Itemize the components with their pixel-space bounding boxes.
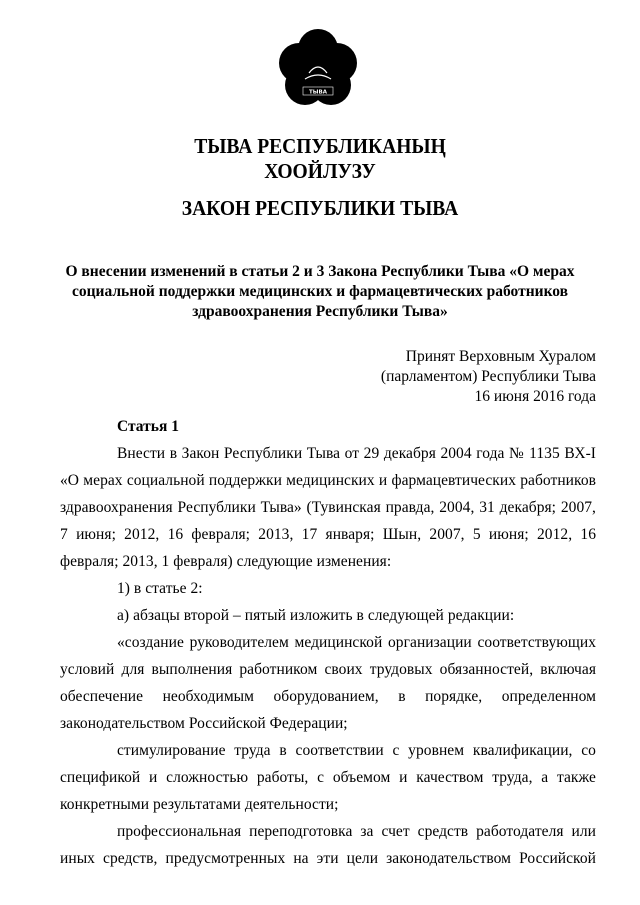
adoption-note [296, 347, 596, 407]
subject-line1: О внесении изменений в статьи 2 и 3 Закона Республики Тыва «О мерах [65, 263, 575, 280]
coat-of-arms-emblem [275, 25, 361, 111]
law-subject [60, 262, 580, 322]
tuvan-title-line1: ТЫВА РЕСПУБЛИКАНЫҢ [194, 134, 446, 158]
emblem-caption: ТЫВА [309, 89, 327, 96]
article-heading: Статья 1 [117, 418, 179, 435]
tuvan-law-title [22, 134, 617, 184]
tuvan-title-line2: ХООЙЛУЗУ [264, 159, 376, 183]
paragraph-intro: Внести в Закон Республики Тыва от 29 декабря 2004 года № 1135 ВХ-I «О мерах социальной поддержки медицинских и фармацевтических работников здравоохранения Республики Тыва» (Тувинская правда, 2004, 31 декабря; 2007, 7 июня; 2012, 16 февраля; 2013, 17 января; Шын, 2007, 5 июня; 2012, 16 февраля; 2013, 1 февраля) следующие изменения: [60, 445, 596, 570]
paragraph-subitem-a: а) абзацы второй – пятый изложить в следующей редакции: [117, 607, 515, 624]
article-body [60, 440, 596, 872]
subject-line2: социальной поддержки медицинских и фармацевтических работников [71, 283, 569, 300]
paragraph-quote-1: «создание руководителем медицинской организации соответствующих условий для выполнения работником своих трудовых обязанностей, включая обеспечение необходимым оборудованием, в порядке, определенном законодательством Российской Федерации; [60, 634, 596, 732]
emblem-graphic [275, 25, 361, 111]
paragraph-quote-2: стимулирование труда в соответствии с уровнем квалификации, со спецификой и сложностью работы, с объемом и качеством труда, а также конкретными результатами деятельности; [60, 742, 596, 813]
subject-line3: здравоохранения Республики Тыва» [192, 303, 448, 320]
law-title: ЗАКОН РЕСПУБЛИКИ ТЫВА [181, 196, 459, 220]
adoption-line1: Принят Верховным Хуралом [405, 348, 596, 365]
adoption-line2: (парламентом) Республики Тыва [380, 368, 596, 385]
adoption-date: 16 июня 2016 года [474, 388, 596, 405]
paragraph-item-1: 1) в статье 2: [117, 580, 203, 597]
paragraph-quote-3: профессиональная переподготовка за счет средств работодателя или иных средств, предусмотренных на эти цели законодательством Российской [60, 823, 596, 867]
